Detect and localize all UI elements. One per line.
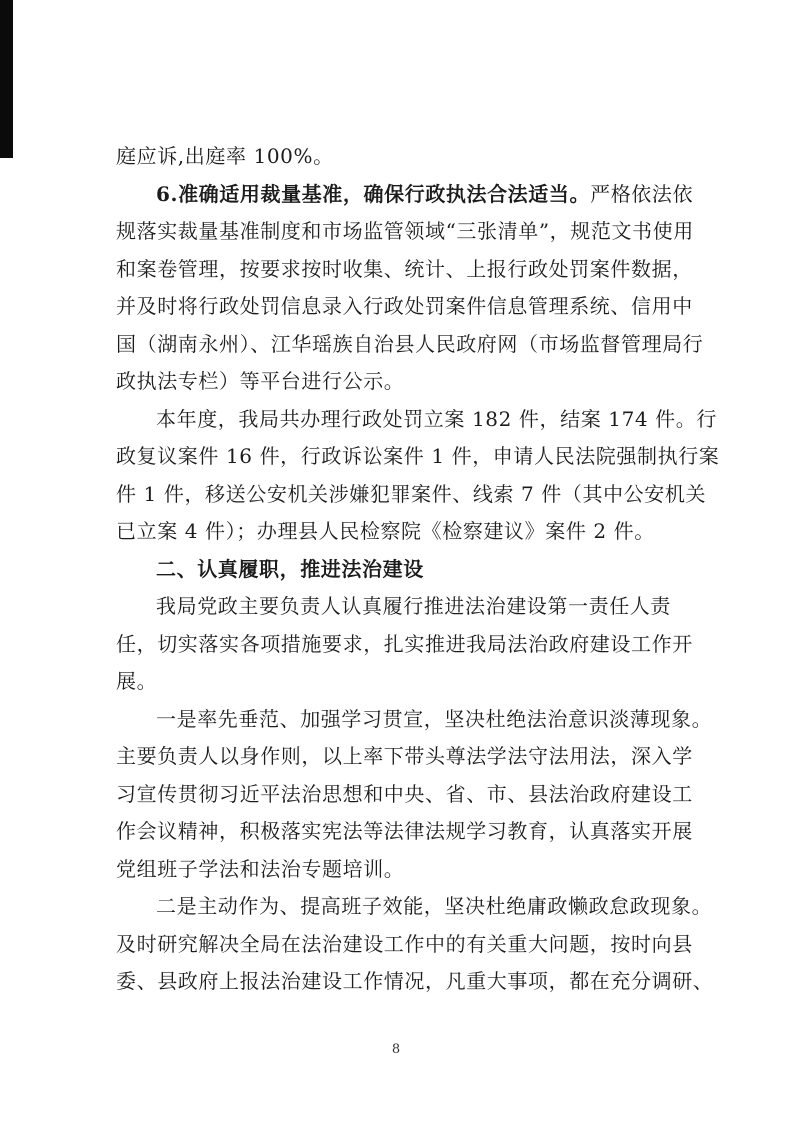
- paragraph-line: 主要负责人以身作则，以上率下带头尊法学法守法用法，深入学: [116, 744, 693, 768]
- subsection-heading: 6.准确适用裁量基准，确保行政执法合法适当。: [156, 181, 591, 206]
- paragraph-text: 严格依法依: [590, 181, 694, 206]
- paragraph-line: 及时研究解决全局在法治建设工作中的有关重大问题，按时向县: [116, 931, 693, 956]
- paragraph-line: 本年度，我局共办理行政处罚立案 182 件，结案 174 件。行: [156, 406, 717, 431]
- paragraph-line: 政执法专栏）等平台进行公示。: [116, 369, 405, 393]
- paragraph-line: 二是主动作为、提高班子效能，坚决杜绝庸政懒政怠政现象。: [156, 894, 713, 918]
- paragraph-line: 一是率先垂范、加强学习贯宣，坚决杜绝法治意识淡薄现象。: [156, 706, 713, 731]
- paragraph-line: 我局党政主要负责人认真履行推进法治建设第一责任人责: [156, 594, 671, 618]
- paragraph-line: 国（湖南永州）、江华瑶族自治县人民政府网（市场监督管理局行: [116, 331, 704, 356]
- paragraph-line: 委、县政府上报法治建设工作情况，凡重大事项，都在充分调研、: [116, 969, 714, 993]
- document-body: [116, 138, 720, 1001]
- paragraph-line: 庭应诉,出庭率 100%。: [116, 144, 334, 168]
- paragraph-line: 党组班子学法和法治专题培训。: [116, 856, 405, 881]
- paragraph-line: 展。: [116, 669, 158, 693]
- paragraph-line: 已立案 4 件）；办理县人民检察院《检察建议》案件 2 件。: [116, 519, 655, 543]
- paragraph-line: 规落实裁量基准制度和市场监管领域“三张清单”，规范文书使用: [116, 219, 694, 243]
- scan-edge-mark: [0, 0, 13, 158]
- paragraph-line: 作会议精神，积极落实宪法等法律法规学习教育，认真落实开展: [116, 819, 693, 843]
- paragraph-line: 习宣传贯彻习近平法治思想和中央、省、市、县法治政府建设工: [116, 781, 693, 806]
- paragraph-line: 政复议案件 16 件，行政诉讼案件 1 件，申请人民法院强制执行案: [116, 444, 720, 468]
- page-number: 8: [391, 1042, 401, 1057]
- paragraph-line: 任，切实落实各项措施要求，扎实推进我局法治政府建设工作开: [116, 631, 693, 656]
- section-heading: 二、认真履职，推进法治建设: [156, 556, 424, 581]
- section-lead-line: [116, 176, 694, 214]
- paragraph-line: 并及时将行政处罚信息录入行政处罚案件信息管理系统、信用中: [116, 294, 693, 318]
- paragraph-line: 件 1 件，移送公安机关涉嫌犯罪案件、线索 7 件（其中公安机关: [116, 481, 707, 506]
- paragraph-line: 和案卷管理，按要求按时收集、统计、上报行政处罚案件数据，: [116, 256, 693, 281]
